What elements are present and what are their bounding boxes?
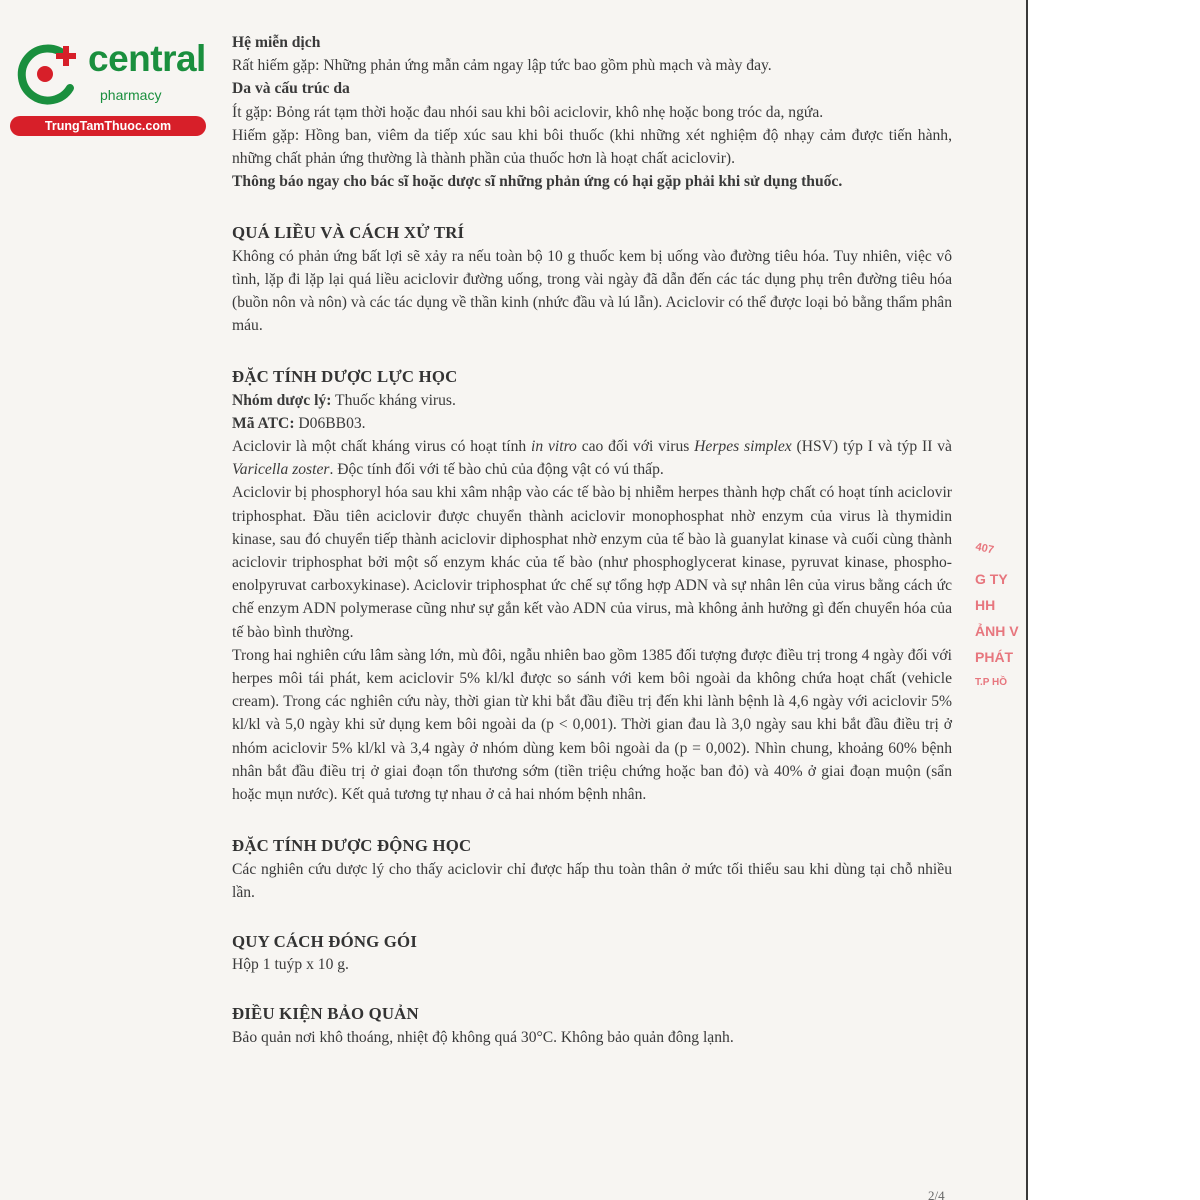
section-heading-packaging: QUY CÁCH ĐÓNG GÓI xyxy=(232,931,418,951)
warning-text: Thông báo ngay cho bác sĩ hoặc dược sĩ những phản ứng có hại gặp phải khi sử dụng thuốc. xyxy=(232,173,843,191)
section-heading-pharmacodynamics: ĐẶC TÍNH DƯỢC LỰC HỌC xyxy=(232,367,458,387)
stamp-line: T.P HỒ xyxy=(975,677,1008,688)
page-number: 2/4 xyxy=(928,1188,945,1200)
document-body xyxy=(232,31,952,1049)
packaging-text: Hộp 1 tuýp x 10 g. xyxy=(232,956,349,974)
section-heading-immune: Hệ miễn dịch xyxy=(232,34,321,51)
website-badge[interactable]: TrungTamThuoc.com xyxy=(10,116,206,136)
brand-name: central xyxy=(88,38,206,79)
overdose-text: Không có phản ứng bất lợi sẽ xảy ra nếu toàn bộ 10 g thuốc kem bị uống vào đường tiêu hóa. Tuy nhiên, việc vô tình, lặp đi lặp lại quá liều aciclovir đường uống, trong vài ngày đã dẫn đến các tác dụng phụ trên đường tiêu hóa (buồn nôn và nôn) và các tác dụng về thần kinh (nhức đầu và lú lẫn). Aciclovir có thể được loại bỏ bằng thẩm phân máu. xyxy=(232,247,952,335)
pharmacodynamics-paragraph-3: Trong hai nghiên cứu lâm sàng lớn, mù đôi, ngẫu nhiên bao gồm 1385 đối tượng được điều trị trong 4 ngày đối với herpes môi tái phát, kem aciclovir 5% kl/kl được so sánh với kem bôi ngoài da không chứa hoạt chất (vehicle cream). Trong các nghiên cứu này, thời gian từ khi bắt đầu điều trị đến khi lành bệnh là 4,6 ngày với aciclovir 5% kl/kl và 5,0 ngày khi sử dụng kem bôi ngoài da (p < 0,001). Thời gian đau là 3,0 ngày sau khi bắt đầu điều trị ở nhóm aciclovir 5% kl/kl và 3,4 ngày ở nhóm dùng kem bôi ngoài da (p = 0,002). Nhìn chung, khoảng 60% bệnh nhân bắt đầu điều trị ở giai đoạn tổn thương sớm (tiền triệu chứng hoặc ban đỏ) và 40% ở giai đoạn muộn (sẩn hoặc mụn nước). Kết quả tương tự nhau ở cả hai nhóm bệnh nhân. xyxy=(232,646,952,804)
section-heading-storage: ĐIỀU KIỆN BẢO QUẢN xyxy=(232,1004,419,1024)
pharmacodynamics-paragraph-2: Aciclovir bị phosphoryl hóa sau khi xâm nhập vào các tế bào bị nhiễm herpes thành hợp chất có hoạt tính aciclovir triphosphat. Đầu tiên aciclovir được chuyển thành aciclovir monophosphat nhờ enzym của virus là thymidin kinase, sau đó chuyển tiếp thành aciclovir diphosphat nhờ enzym của tế bào là guanylat kinase và cuối cùng thành aciclovir triphosphat bởi một số enzym khác của tế bào (như phosphoglycerat kinase, pyruvat kinase, phospho-enolpyruvat carboxykinase). Aciclovir triphosphat ức chế sự tổng hợp ADN và sự nhân lên của virus bằng cách ức chế enzym ADN polymerase cũng như sự gắn kết vào ADN của virus, mà không ảnh hưởng gì đến chuyển hóa của tế bào bình thường. xyxy=(232,484,952,641)
pharmacokinetics-text: Các nghiên cứu dược lý cho thấy aciclovir chỉ được hấp thu toàn thân ở mức tối thiểu sau khi dùng tại chỗ nhiều lần. xyxy=(232,860,952,901)
logo-mark-icon xyxy=(10,36,88,114)
red-stamp xyxy=(975,540,1035,700)
section-heading-pharmacokinetics: ĐẶC TÍNH DƯỢC ĐỘNG HỌC xyxy=(232,836,472,856)
immune-text: Rất hiếm gặp: Những phản ứng mẫn cảm ngay lập tức bao gồm phù mạch và mày đay. xyxy=(232,57,772,75)
stamp-line: HH xyxy=(975,597,996,613)
stamp-line: PHÁT xyxy=(975,649,1014,665)
right-margin xyxy=(1028,0,1200,1200)
pharmacodynamics-paragraph-1: Aciclovir là một chất kháng virus có hoạt tính in vitro cao đối với virus Herpes simplex (HSV) týp I và týp II và Varicella zoster. Độc tính đối với tế bào chủ của động vật có vú thấp. xyxy=(232,438,952,479)
skin-rare-text: Hiếm gặp: Hồng ban, viêm da tiếp xúc sau khi bôi thuốc (khi những xét nghiệm độ nhạy cảm được tiến hành, những chất phản ứng thường là thành phần của thuốc hơn là hoạt chất aciclovir). xyxy=(232,126,952,168)
section-heading-skin: Da và cấu trúc da xyxy=(232,80,350,98)
stamp-line: 407 xyxy=(974,540,995,557)
skin-common-text: Ít gặp: Bỏng rát tạm thời hoặc đau nhói sau khi bôi aciclovir, khô nhẹ hoặc bong tróc da, ngứa. xyxy=(232,103,824,121)
atc-code: Mã ATC: D06BB03. xyxy=(232,414,366,432)
stamp-line: ẢNH V xyxy=(975,623,1019,639)
storage-text: Bảo quản nơi khô thoáng, nhiệt độ không quá 30°C. Không bảo quản đông lạnh. xyxy=(232,1028,734,1046)
central-pharmacy-logo[interactable] xyxy=(10,36,220,136)
section-heading-overdose: QUÁ LIỀU VÀ CÁCH XỬ TRÍ xyxy=(232,223,465,243)
pharmacological-group: Nhóm dược lý: Thuốc kháng virus. xyxy=(232,391,456,409)
brand-subtitle: pharmacy xyxy=(100,87,162,103)
stamp-line: G TY xyxy=(975,571,1008,587)
